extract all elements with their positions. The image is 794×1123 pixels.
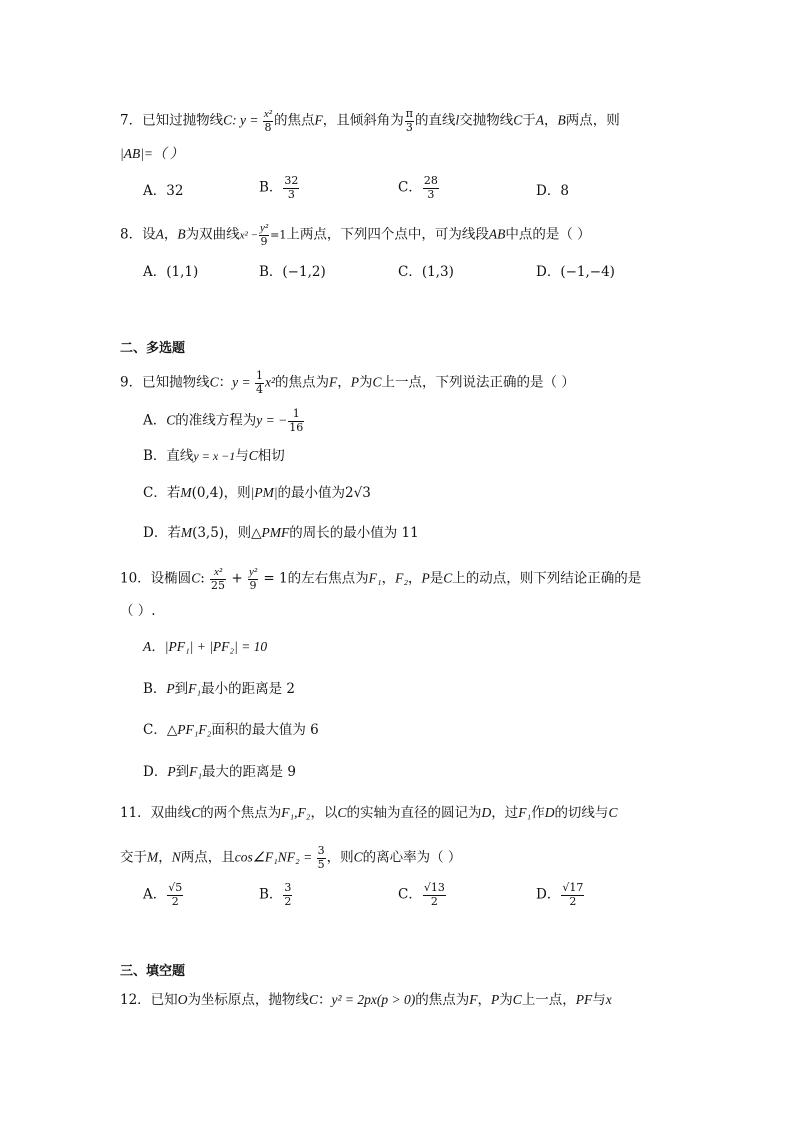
- option-label: D．: [536, 886, 561, 903]
- q10-text: ，: [381, 570, 396, 587]
- q11-var: D: [544, 805, 555, 820]
- option-c[interactable]: [398, 882, 447, 908]
- q7-text: 7．已知过抛物线: [120, 112, 224, 129]
- q10-fraction-x2-over-25: [210, 566, 226, 592]
- frac-num: 32: [284, 174, 299, 187]
- option-fraction: [283, 175, 299, 201]
- q12-text: ，: [477, 992, 491, 1008]
- q9-text: 上一点，下列说法正确的是（ ）: [381, 374, 575, 391]
- option-text: 最小的距离是 2: [201, 681, 296, 697]
- question-12-line-1: [120, 993, 612, 1008]
- frac-den: 9: [249, 578, 257, 592]
- option-eq: y = −: [256, 412, 288, 428]
- q7-text: 两点，则: [565, 112, 620, 129]
- frac-num: y²: [248, 566, 258, 578]
- frac-den: 2: [569, 894, 577, 908]
- section-heading-fill-in-blank: 三、填空题: [120, 964, 186, 979]
- q10-var: C: [191, 570, 201, 586]
- option-var: P: [166, 681, 175, 696]
- q12-text: 的焦点为: [415, 992, 470, 1008]
- frac-den: 2: [284, 894, 292, 908]
- option-b[interactable]: B．(−1,2): [259, 264, 326, 280]
- option-label: B．: [143, 681, 167, 697]
- q11-text: ，过: [491, 805, 519, 821]
- q12-var: P: [490, 992, 500, 1007]
- q7-var: F: [314, 112, 323, 128]
- frac-num: 3: [284, 881, 292, 894]
- frac-num: 1: [255, 369, 263, 382]
- q8-text: 8．设: [120, 226, 156, 243]
- option-point: (3,5): [192, 525, 225, 541]
- q11-var: F₁: [518, 805, 532, 820]
- question-11-line-1: [120, 806, 617, 821]
- q7-text: 于: [522, 112, 536, 129]
- option-text: 相切: [257, 448, 285, 464]
- option-label: B．: [259, 886, 283, 903]
- question-10-option-c[interactable]: [143, 723, 319, 738]
- frac-num: x²: [263, 108, 273, 120]
- q8-text: 为双曲线: [185, 226, 240, 243]
- q7-text: ，: [544, 112, 558, 129]
- frac-den: 2: [430, 894, 438, 908]
- q9-var: P: [350, 374, 360, 390]
- q10-fraction-y2-over-9: [248, 566, 258, 592]
- q9-eq: x²: [264, 374, 276, 390]
- frac-num: π: [405, 107, 414, 120]
- q12-var: C: [512, 992, 522, 1007]
- q10-text: 是: [429, 570, 444, 587]
- q8-var: AB: [488, 226, 506, 242]
- frac-num: 1: [288, 408, 304, 422]
- frac-den: 16: [289, 420, 304, 434]
- option-fraction: [283, 882, 292, 908]
- question-7-line-2: |AB|=（ ）: [120, 146, 184, 161]
- question-9-option-c[interactable]: [143, 486, 371, 501]
- q12-var: PF: [575, 992, 593, 1007]
- q11-var: C: [337, 805, 347, 820]
- option-var: PF₁F₂: [177, 722, 212, 737]
- option-text: ，则: [223, 485, 251, 501]
- q10-var: C: [443, 570, 453, 586]
- q10-eq: = 1: [259, 570, 288, 587]
- option-fraction: [423, 175, 439, 201]
- q11-text: 的离心率为（ ）: [362, 849, 462, 866]
- option-d[interactable]: D．8: [536, 183, 569, 199]
- q9-text: ，: [337, 374, 351, 391]
- q8-text: ，: [163, 226, 178, 243]
- question-10-line-1: [120, 566, 641, 592]
- option-var: F₁: [189, 764, 203, 779]
- q11-text: 交于: [120, 849, 147, 866]
- q12-eq: y² = 2px: [331, 992, 377, 1007]
- question-9-option-a[interactable]: [143, 408, 305, 434]
- question-10-option-a[interactable]: A．|PF₁| + |PF₂| = 10: [143, 639, 268, 654]
- frac-num: √13: [423, 881, 445, 894]
- option-fraction: [167, 882, 183, 908]
- q10-text: 的左右焦点为: [287, 570, 369, 587]
- frac-den: 4: [255, 382, 263, 396]
- q10-eq: :: [200, 570, 210, 587]
- frac-den: 3: [405, 120, 413, 134]
- q12-text: ：: [317, 992, 332, 1008]
- option-text: 的周长的最小值为 11: [289, 525, 419, 541]
- option-var: |PM|: [250, 485, 278, 500]
- frac-num: √5: [168, 881, 183, 894]
- frac-num: x²: [210, 566, 226, 580]
- frac-den: 3: [427, 187, 435, 201]
- q10-text: ，: [408, 570, 422, 587]
- option-fraction: [423, 882, 446, 908]
- q11-text: 的实轴为直径的圆记为: [346, 805, 482, 821]
- q12-var: x: [605, 992, 612, 1007]
- q8-var: A: [155, 226, 164, 242]
- q12-var: F: [469, 992, 478, 1007]
- section-heading-multiple-choice: 二、多选题: [120, 341, 186, 356]
- q9-eq: y =: [232, 374, 254, 390]
- option-var: M: [180, 485, 192, 500]
- option-label: C．△: [143, 722, 178, 738]
- q7-var: A: [535, 112, 545, 128]
- option-label: A．: [143, 886, 167, 903]
- option-c[interactable]: [398, 175, 440, 201]
- q9-var: F: [329, 374, 338, 390]
- option-fraction: [561, 882, 584, 908]
- q10-text: 上的动点，则下列结论正确的是: [452, 570, 642, 587]
- option-label: B．直线: [143, 448, 194, 464]
- q12-var: C: [308, 992, 318, 1007]
- q7-var: C: [513, 112, 523, 128]
- q10-text: 10．设椭圆: [120, 570, 192, 587]
- question-8-line-1: [120, 222, 591, 248]
- option-label: C．若: [143, 485, 181, 501]
- q8-eq: x² −: [239, 229, 258, 242]
- option-text: 的准线方程为: [175, 412, 257, 429]
- q11-text: 的两个焦点为: [200, 805, 282, 821]
- q11-eq: cos∠F₁NF₂ =: [234, 849, 316, 865]
- frac-den: 5: [317, 857, 325, 871]
- option-a[interactable]: A．(1,1): [143, 264, 199, 280]
- option-a[interactable]: A．32: [143, 183, 184, 199]
- q10-var: F₁: [368, 570, 382, 586]
- option-text: 面积的最大值为 6: [211, 722, 319, 738]
- q7-text: ，且倾斜角为: [322, 112, 404, 129]
- frac-num: 3: [317, 844, 325, 857]
- q8-text: 上两点，下列四个点中，可为线段: [286, 226, 489, 243]
- q11-var: F₁,F₂: [281, 805, 311, 820]
- option-var: P: [167, 764, 176, 779]
- frac-den: 3: [287, 187, 295, 201]
- option-c[interactable]: C．(1,3): [398, 264, 454, 280]
- question-11-line-2: [120, 845, 461, 871]
- question-7-line-1: [120, 108, 620, 134]
- q7-var: B: [557, 112, 566, 128]
- q11-text: ，则: [326, 849, 354, 866]
- option-var: M: [180, 525, 193, 540]
- q11-fraction-3-over-5: [317, 845, 326, 871]
- frac-den: 2: [171, 894, 179, 908]
- q9-var: C: [372, 374, 382, 390]
- q11-text: ，以: [310, 805, 338, 821]
- option-text: 的最小值为: [277, 485, 346, 501]
- q12-eq: (p > 0): [376, 992, 416, 1007]
- option-label: D．若: [143, 525, 181, 541]
- q7-var: C: [223, 112, 233, 128]
- option-label: C．: [398, 179, 422, 196]
- question-10-option-d[interactable]: [143, 765, 296, 780]
- option-d[interactable]: [536, 882, 585, 908]
- option-text: 与: [235, 448, 249, 464]
- option-text: ，则△: [224, 525, 262, 541]
- q8-eq: =1: [270, 228, 287, 242]
- q12-text: 与: [592, 992, 606, 1008]
- q10-eq: +: [227, 570, 247, 587]
- option-label: B．: [259, 179, 283, 196]
- option-eq: y = x −1: [193, 449, 236, 463]
- q7-fraction-pi-over-3: [405, 108, 414, 134]
- option-var: F₁: [188, 681, 202, 696]
- q11-var: C: [353, 849, 363, 865]
- frac-den: 25: [211, 578, 226, 592]
- q9-var: C: [209, 374, 219, 390]
- option-var: C: [248, 448, 258, 463]
- q12-text: 上一点，: [521, 992, 576, 1008]
- option-b[interactable]: [259, 882, 293, 908]
- q7-var: l: [455, 112, 460, 128]
- question-9-option-b[interactable]: [143, 449, 285, 464]
- option-text: 最大的距离是 9: [202, 764, 296, 780]
- option-label: D．: [143, 764, 168, 780]
- q11-text: 11．双曲线: [120, 805, 192, 821]
- q9-fraction-1-over-4: [255, 370, 264, 396]
- question-10-line-2: （ ）.: [120, 603, 156, 619]
- q8-text: 中点的是（ ）: [505, 226, 591, 243]
- option-var: PMF: [261, 525, 290, 540]
- q7-eq: : y =: [232, 112, 262, 128]
- option-label: C．: [398, 886, 422, 903]
- q9-text: 为: [359, 374, 373, 391]
- question-9-line-1: [120, 370, 575, 396]
- q12-text: 为坐标原点，抛物线: [187, 992, 309, 1008]
- q8-var: B: [177, 226, 186, 242]
- option-fraction: [288, 408, 304, 434]
- question-10-option-b[interactable]: [143, 682, 295, 697]
- q11-var: D: [481, 805, 492, 820]
- frac-den: 9: [260, 234, 268, 248]
- option-value: 2√3: [345, 485, 371, 501]
- option-point: (0,4): [191, 485, 224, 501]
- q11-var: C: [608, 805, 618, 820]
- option-label: A．: [143, 412, 167, 429]
- q7-text: 的直线: [415, 112, 456, 129]
- q12-var: O: [177, 992, 188, 1007]
- frac-num: 28: [423, 174, 438, 187]
- q11-text: 两点，且: [180, 849, 235, 866]
- frac-num: √17: [562, 881, 584, 894]
- q8-fraction-y2-over-9: [259, 222, 269, 248]
- option-d[interactable]: D．(−1,−4): [536, 264, 615, 280]
- option-var: C: [166, 412, 176, 428]
- q9-text: 9．已知抛物线: [120, 374, 210, 391]
- q10-var: P: [421, 570, 430, 586]
- q9-text: 的焦点为: [275, 374, 330, 391]
- option-text: 到: [175, 764, 190, 780]
- option-b[interactable]: [259, 175, 300, 201]
- q11-text: 作: [531, 805, 545, 821]
- q7-fraction-x2-over-8: [263, 108, 273, 134]
- question-9-option-d[interactable]: [143, 526, 419, 541]
- q11-text: ，: [158, 849, 172, 866]
- q10-var: F₂: [395, 570, 409, 586]
- q9-text: ：: [218, 374, 233, 391]
- frac-den: 8: [264, 120, 272, 134]
- q7-text: 的焦点: [274, 112, 315, 129]
- q7-text: 交抛物线: [459, 112, 514, 129]
- frac-num: y²: [259, 222, 269, 234]
- option-text: 到: [174, 681, 189, 697]
- q12-text: 为: [499, 992, 513, 1008]
- q11-var: N: [171, 849, 181, 865]
- q11-var: C: [191, 805, 201, 820]
- option-a[interactable]: [143, 882, 184, 908]
- q12-text: 12．已知: [120, 992, 178, 1008]
- q11-text: 的切线与: [554, 805, 609, 821]
- q11-var: M: [147, 849, 159, 865]
